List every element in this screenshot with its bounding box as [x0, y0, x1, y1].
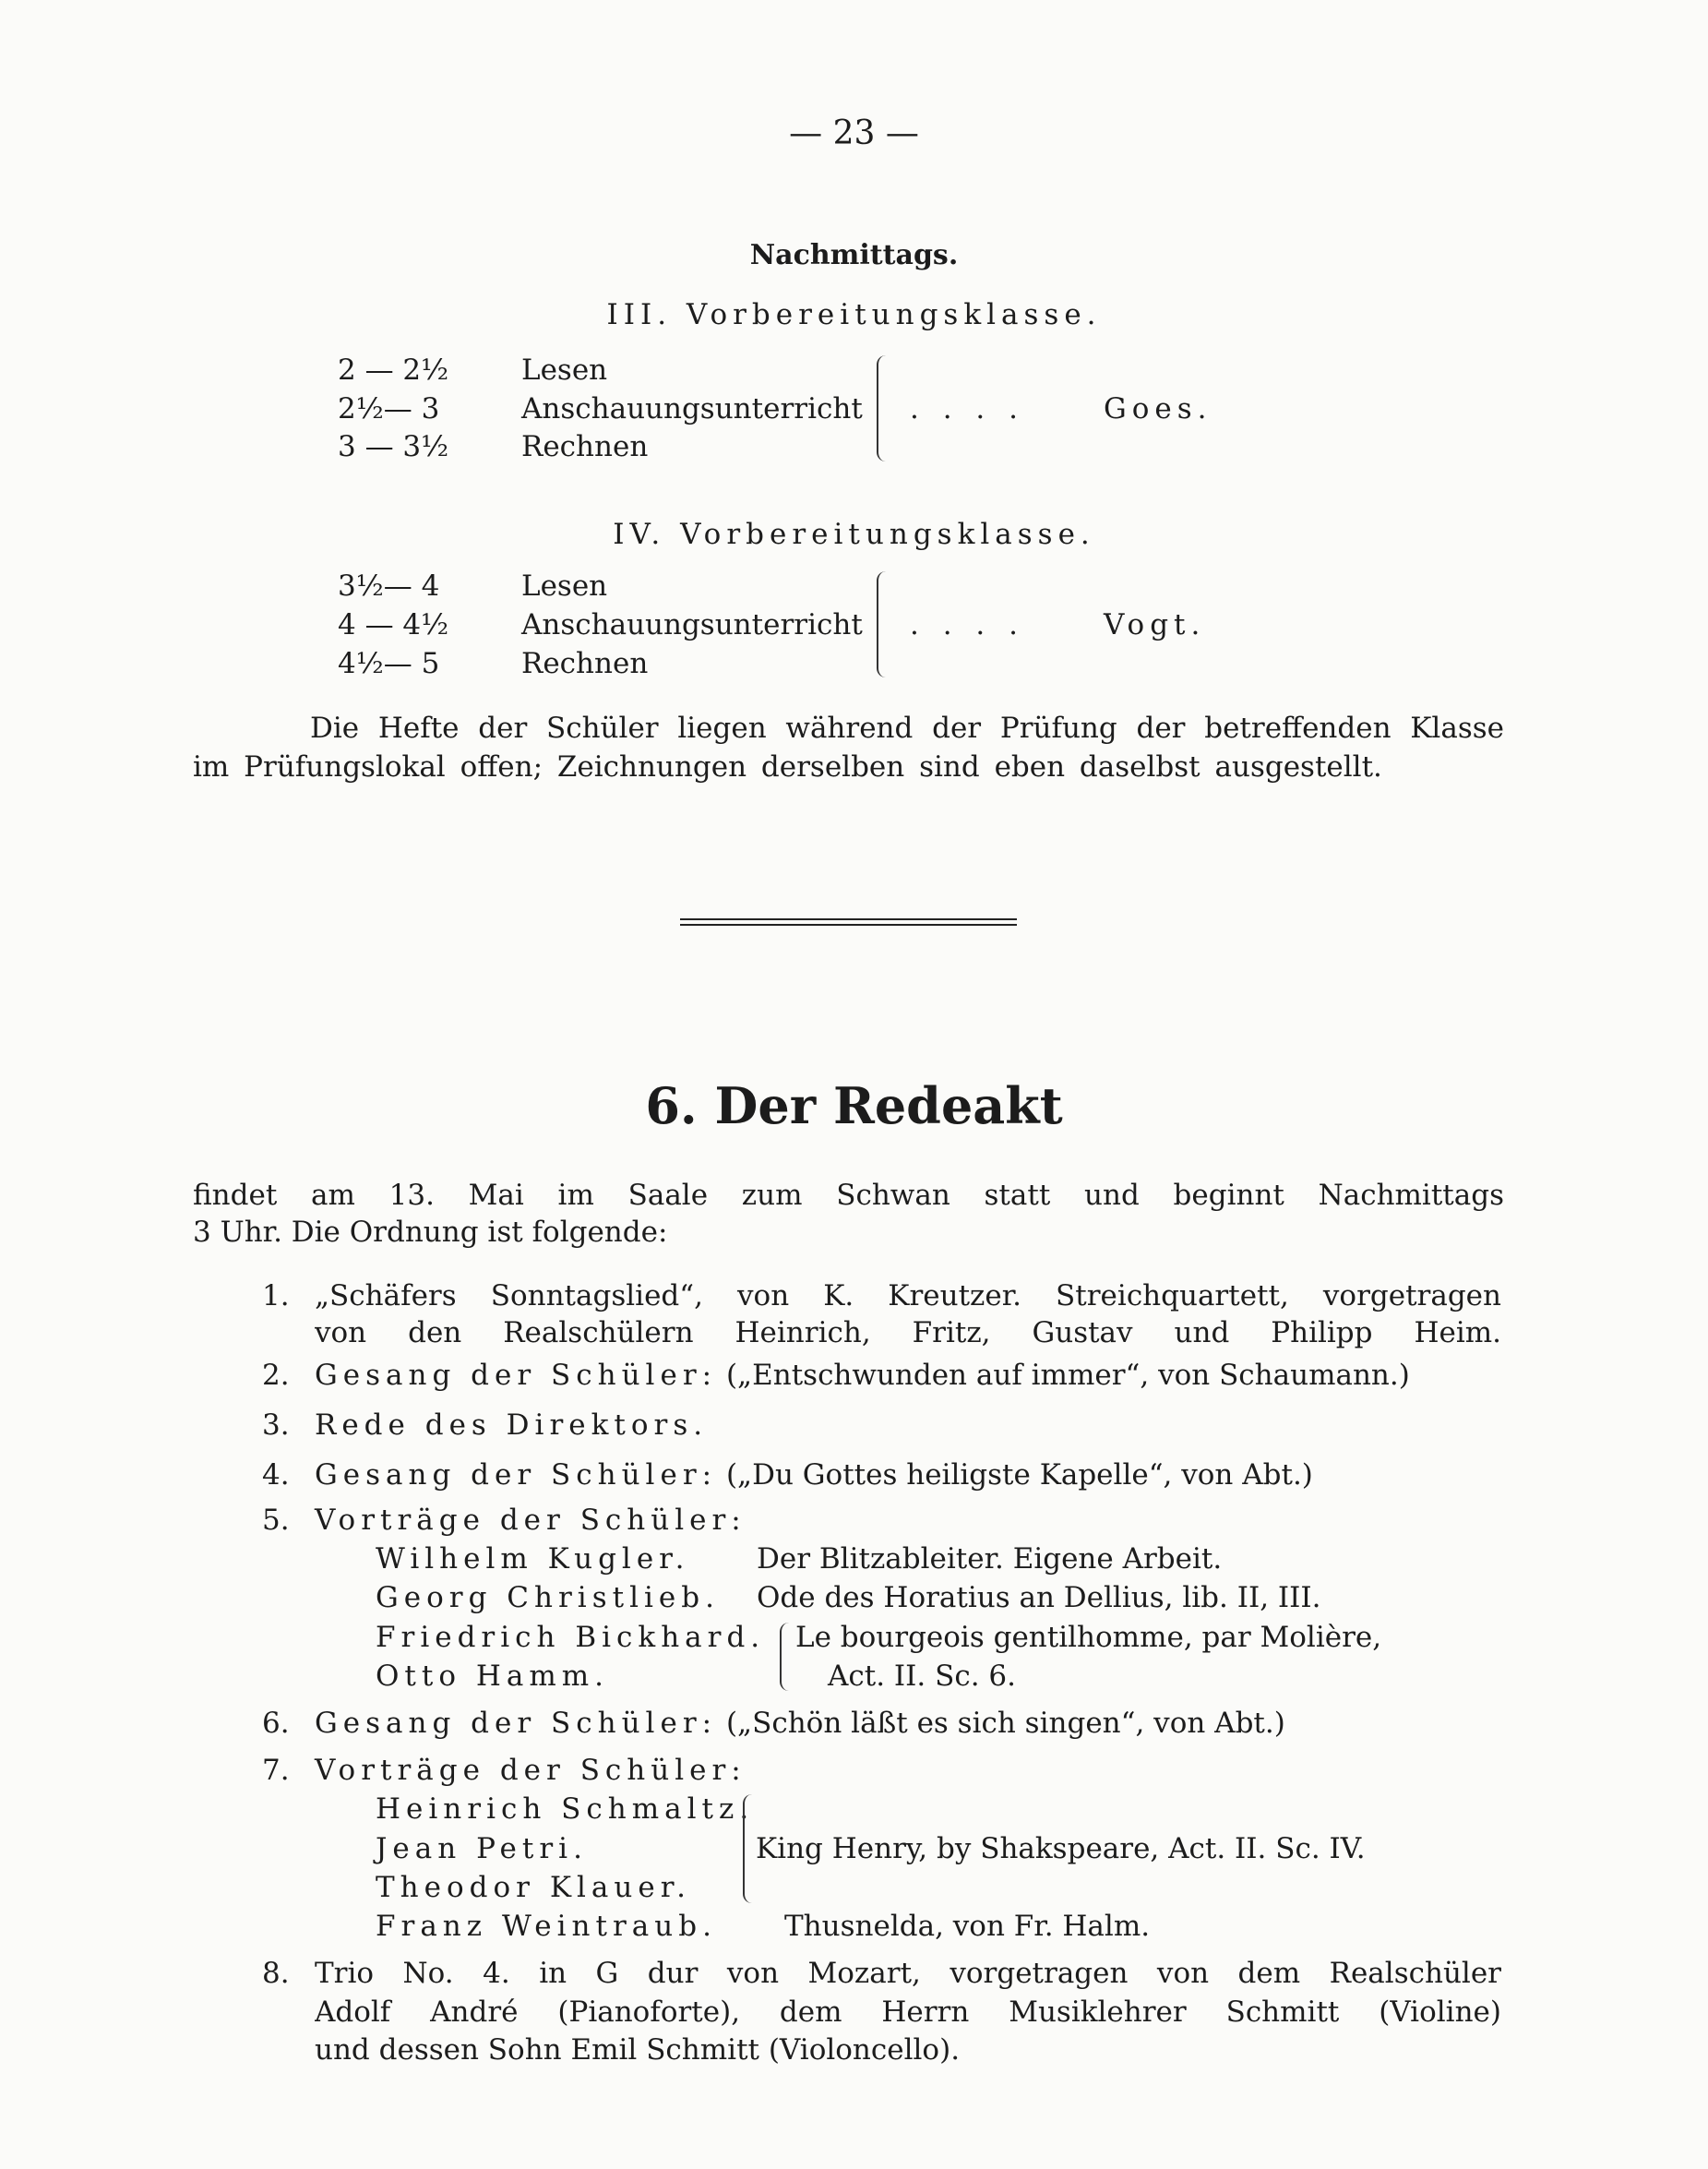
item-line: von den Realschülern Heinrich, Fritz, Gustav und Philipp Heim.	[315, 1316, 1501, 1349]
performer-brace	[743, 1794, 754, 1903]
class4-subject-1: Lesen	[521, 569, 608, 603]
class3-brace	[877, 355, 888, 461]
item-number: 2.	[262, 1359, 290, 1392]
class3-teacher: Goes.	[1104, 392, 1212, 425]
performer-work: Le bourgeois gentilhomme, par Molière,	[795, 1621, 1382, 1654]
item-label: Vorträge der Schüler:	[315, 1504, 747, 1537]
performer-name: Georg Christlieb.	[376, 1581, 720, 1614]
performer-name: Friedrich Bickhard.	[376, 1621, 766, 1654]
item-label: Gesang der Schüler:	[315, 1707, 718, 1740]
page-number: — 23 —	[789, 114, 919, 152]
performer-name: Wilhelm Kugler.	[376, 1542, 690, 1576]
item-line: „Schäfers Sonntagslied“, von K. Kreutzer. Streichquartett, vorgetragen	[315, 1279, 1501, 1312]
item-line: Trio No. 4. in G dur von Mozart, vorgetragen von dem Realschüler	[315, 1957, 1501, 1990]
class4-brace	[877, 571, 888, 677]
item-line: und dessen Sohn Emil Schmitt (Violoncello).	[315, 2033, 961, 2067]
performer-name: Heinrich Schmaltz.	[376, 1792, 755, 1826]
item-text: („Schön läßt es sich singen“, von Abt.)	[725, 1707, 1285, 1740]
class3-time-2: 2½— 3	[338, 392, 440, 425]
performer-work: Act. II. Sc. 6.	[828, 1660, 1016, 1693]
item-label: Rede des Direktors.	[315, 1408, 709, 1442]
item-number: 6.	[262, 1707, 290, 1740]
class3-heading: III. Vorbereitungsklasse.	[606, 298, 1102, 331]
item-line	[315, 1357, 1410, 1394]
performer-brace	[780, 1623, 791, 1691]
performer-work: Thusnelda, von Fr. Halm.	[784, 1910, 1151, 1943]
item-text: („Du Gottes heiligste Kapelle“, von Abt.)	[725, 1458, 1313, 1492]
item-number: 7.	[262, 1754, 290, 1787]
intro-line-1: findet am 13. Mai im Saale zum Schwan statt und beginnt Nachmittags	[193, 1179, 1504, 1212]
class3-leader: . . . .	[910, 392, 1025, 425]
note-line-2: im Prüfungslokal offen; Zeichnungen derselben sind eben daselbst ausgestellt.	[193, 750, 1382, 784]
class4-heading: IV. Vorbereitungsklasse.	[613, 518, 1095, 551]
item-line	[315, 1705, 1285, 1742]
item-number: 1.	[262, 1279, 290, 1312]
afternoon-title: Nachmittags.	[749, 239, 959, 271]
item-number: 8.	[262, 1957, 290, 1990]
performer-work: Der Blitzableiter. Eigene Arbeit.	[757, 1542, 1223, 1576]
section-divider	[680, 918, 1017, 926]
performer-work: King Henry, by Shakspeare, Act. II. Sc. IV.	[756, 1832, 1366, 1865]
item-number: 5.	[262, 1504, 290, 1537]
item-label: Gesang der Schüler:	[315, 1359, 718, 1392]
class4-teacher: Vogt.	[1104, 608, 1206, 641]
item-label: Gesang der Schüler:	[315, 1458, 718, 1492]
class4-subject-2: Anschauungsunterricht	[521, 608, 863, 641]
section-heading: 6. Der Redeakt	[645, 1076, 1063, 1135]
item-label: Vorträge der Schüler:	[315, 1754, 747, 1787]
item-number: 4.	[262, 1458, 290, 1492]
item-line	[315, 1456, 1313, 1493]
performer-name: Franz Weintraub.	[376, 1910, 717, 1943]
class3-subject-1: Lesen	[521, 354, 608, 387]
class3-time-1: 2 — 2½	[338, 354, 449, 387]
class4-subject-3: Rechnen	[521, 647, 649, 680]
class4-leader: . . . .	[910, 608, 1025, 641]
performer-name: Jean Petri.	[376, 1832, 588, 1865]
item-number: 3.	[262, 1408, 290, 1442]
class4-time-2: 4 — 4½	[338, 608, 449, 641]
note-line-1: Die Hefte der Schüler liegen während der Prüfung der betreffenden Klasse	[310, 712, 1504, 745]
class3-time-3: 3 — 3½	[338, 430, 449, 463]
performer-work: Ode des Horatius an Dellius, lib. II, III.	[757, 1581, 1321, 1614]
class4-time-3: 4½— 5	[338, 647, 440, 680]
item-line: Adolf André (Pianoforte), dem Herrn Musiklehrer Schmitt (Violine)	[315, 1995, 1501, 2029]
class4-time-1: 3½— 4	[338, 569, 440, 603]
item-text: („Entschwunden auf immer“, von Schaumann.)	[725, 1359, 1410, 1392]
class3-subject-2: Anschauungsunterricht	[521, 392, 863, 425]
performer-name: Theodor Klauer.	[376, 1871, 691, 1904]
performer-name: Otto Hamm.	[376, 1660, 610, 1693]
intro-line-2: 3 Uhr. Die Ordnung ist folgende:	[193, 1216, 668, 1249]
class3-subject-3: Rechnen	[521, 430, 649, 463]
